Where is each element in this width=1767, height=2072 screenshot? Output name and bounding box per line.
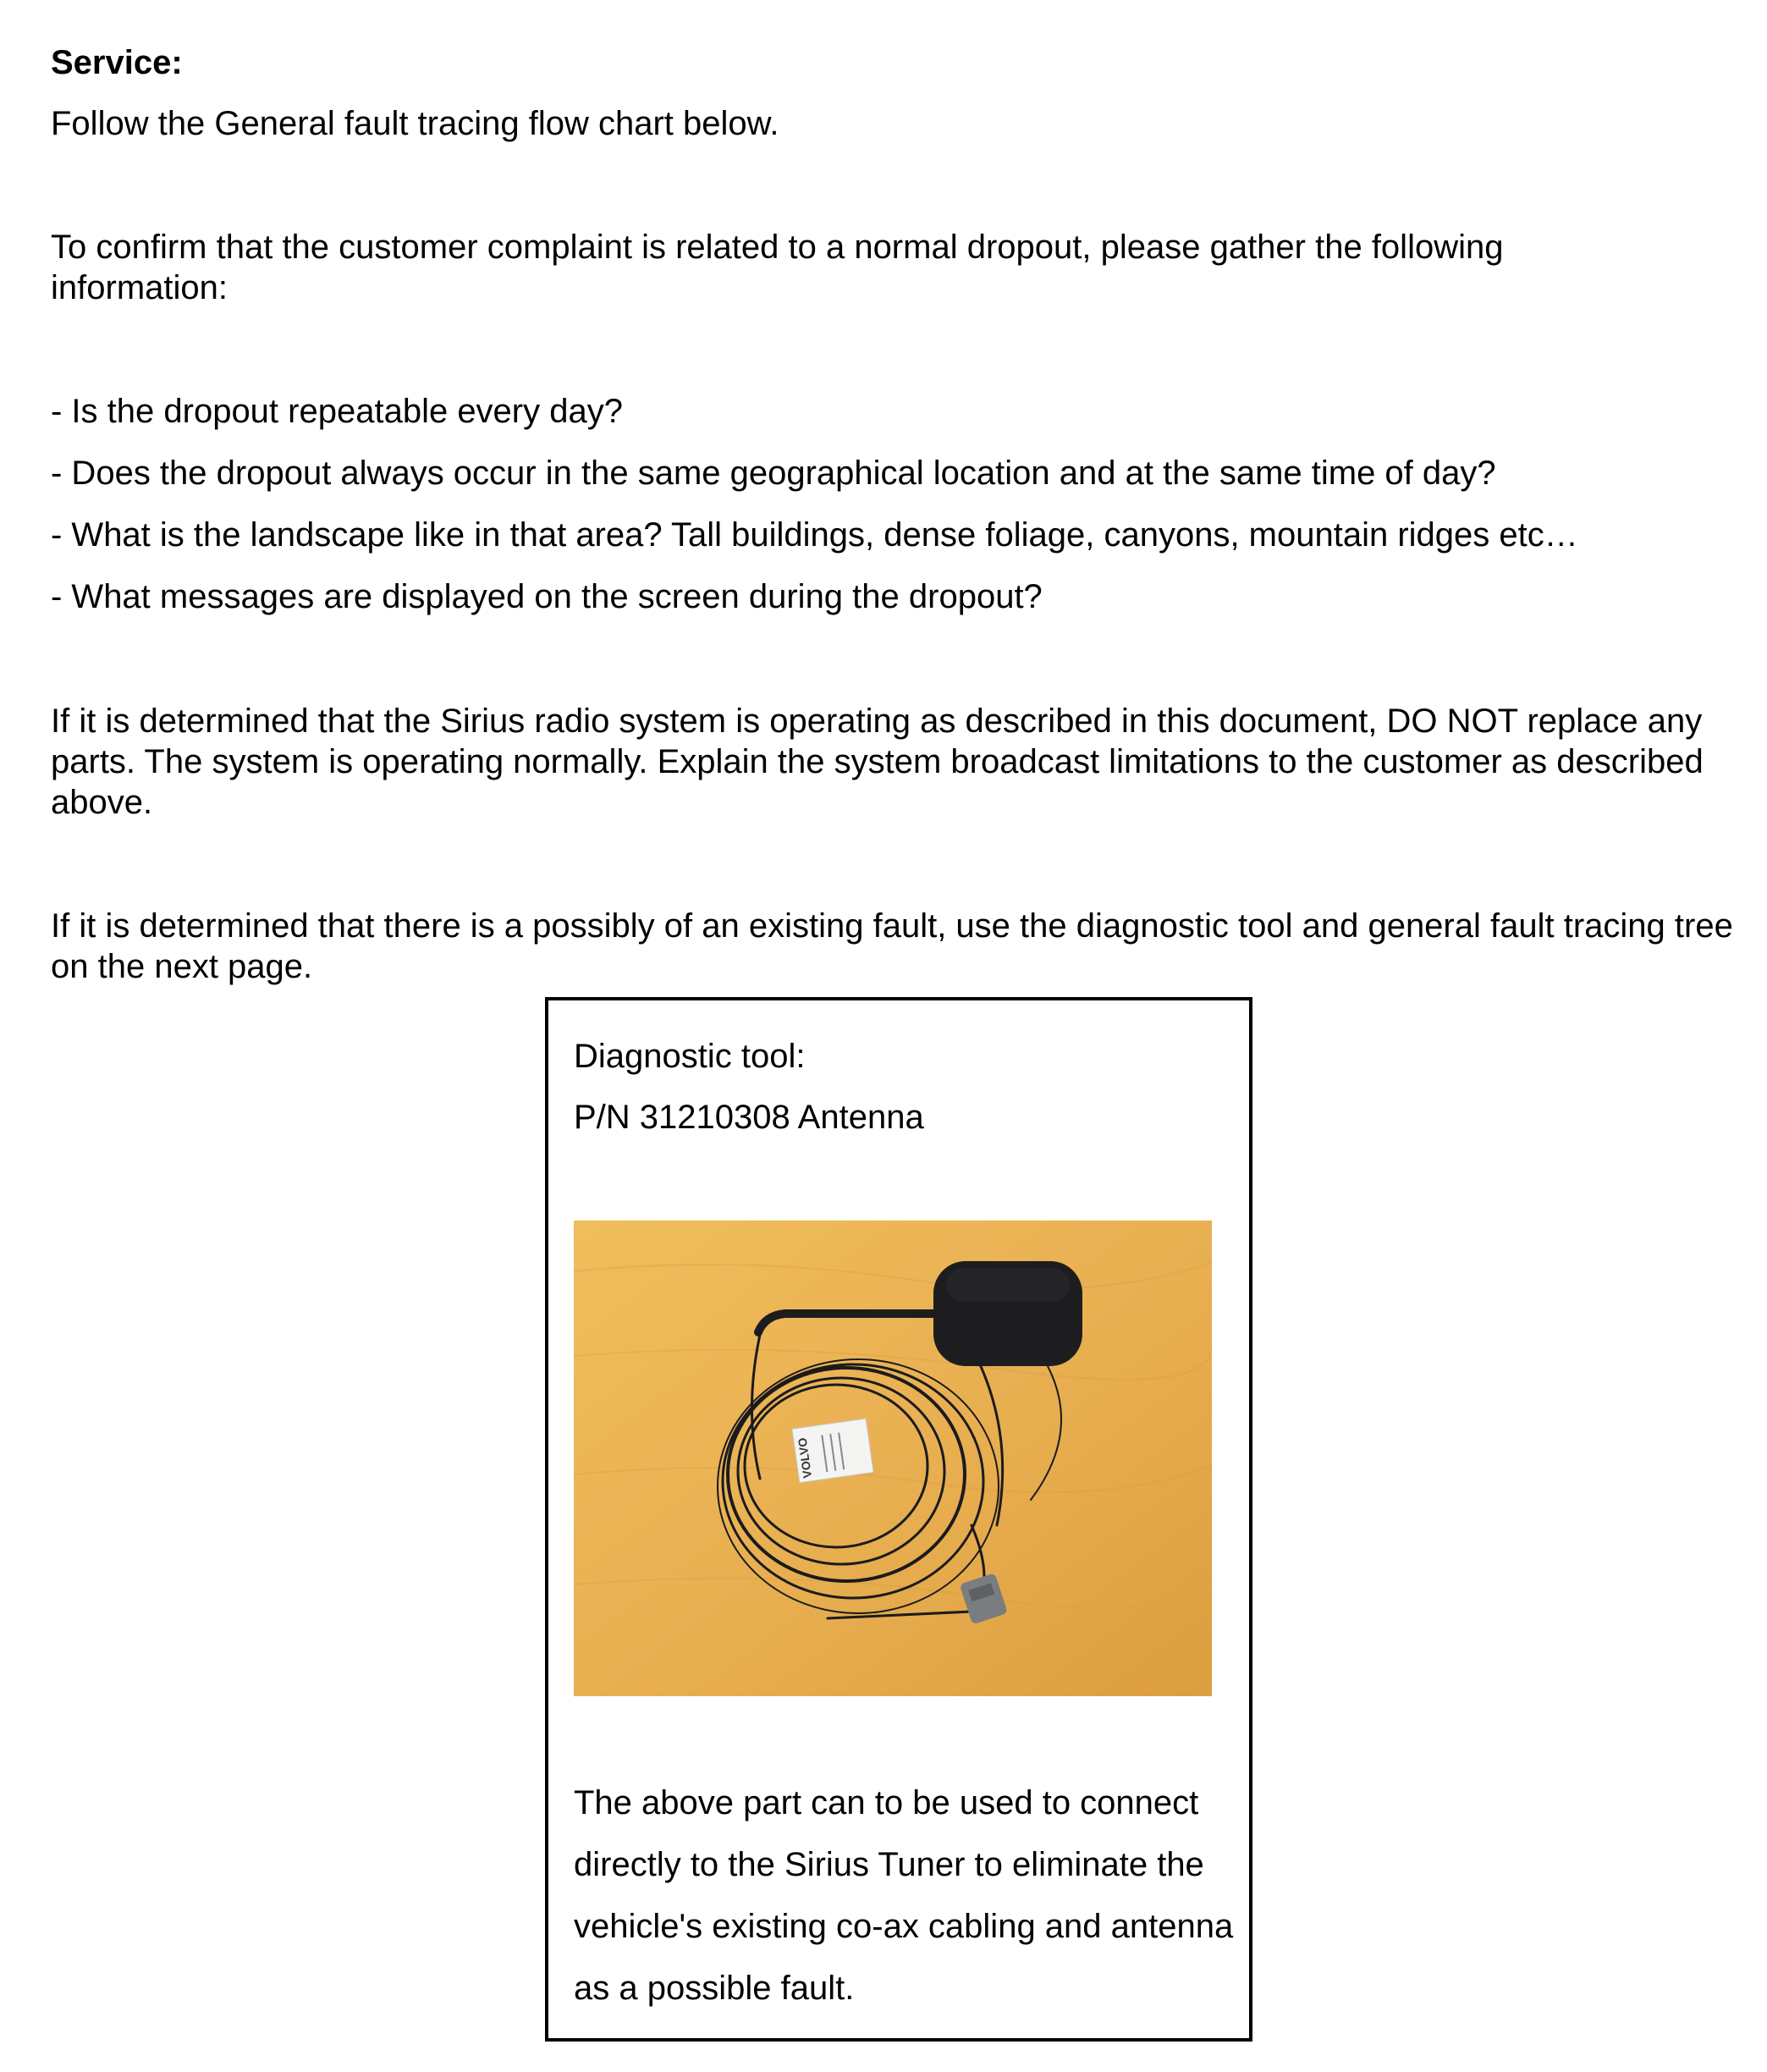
service-heading: Service: bbox=[51, 44, 183, 81]
question-item: - Does the dropout always occur in the same geographical location and at the same time of day? bbox=[51, 455, 1496, 492]
question-item: - Is the dropout repeatable every day? bbox=[51, 393, 623, 430]
diagnostic-tool-title: Diagnostic tool: bbox=[574, 1038, 806, 1075]
normal-operation-paragraph: If it is determined that the Sirius radio system is operating as described in this document, DO NOT replace any parts. The system is operating normally. Explain the system broadcast limitations to the customer as described above. bbox=[51, 703, 1704, 821]
question-item: - What is the landscape like in that area? Tall buildings, dense foliage, canyons, mountain ridges etc… bbox=[51, 516, 1578, 554]
diagnostic-tool-caption: The above part can to be used to connect directly to the Sirius Tuner to eliminate the vehicle's existing co-ax cabling and antenna as a possible fault. bbox=[574, 1784, 1234, 2007]
question-item: - What messages are displayed on the screen during the dropout? bbox=[51, 578, 1043, 615]
confirm-paragraph: To confirm that the customer complaint is related to a normal dropout, please gather the following information: bbox=[51, 229, 1504, 306]
volvo-label-text: VOLVO bbox=[795, 1436, 815, 1480]
intro-text: Follow the General fault tracing flow chart below. bbox=[51, 105, 779, 142]
existing-fault-paragraph: If it is determined that there is a possibly of an existing fault, use the diagnostic tool and general fault tracing tree on the next page. bbox=[51, 907, 1733, 985]
part-number: P/N 31210308 Antenna bbox=[574, 1099, 924, 1136]
antenna-photo bbox=[574, 1221, 1212, 1696]
diagnostic-tool-box bbox=[545, 997, 1252, 2042]
